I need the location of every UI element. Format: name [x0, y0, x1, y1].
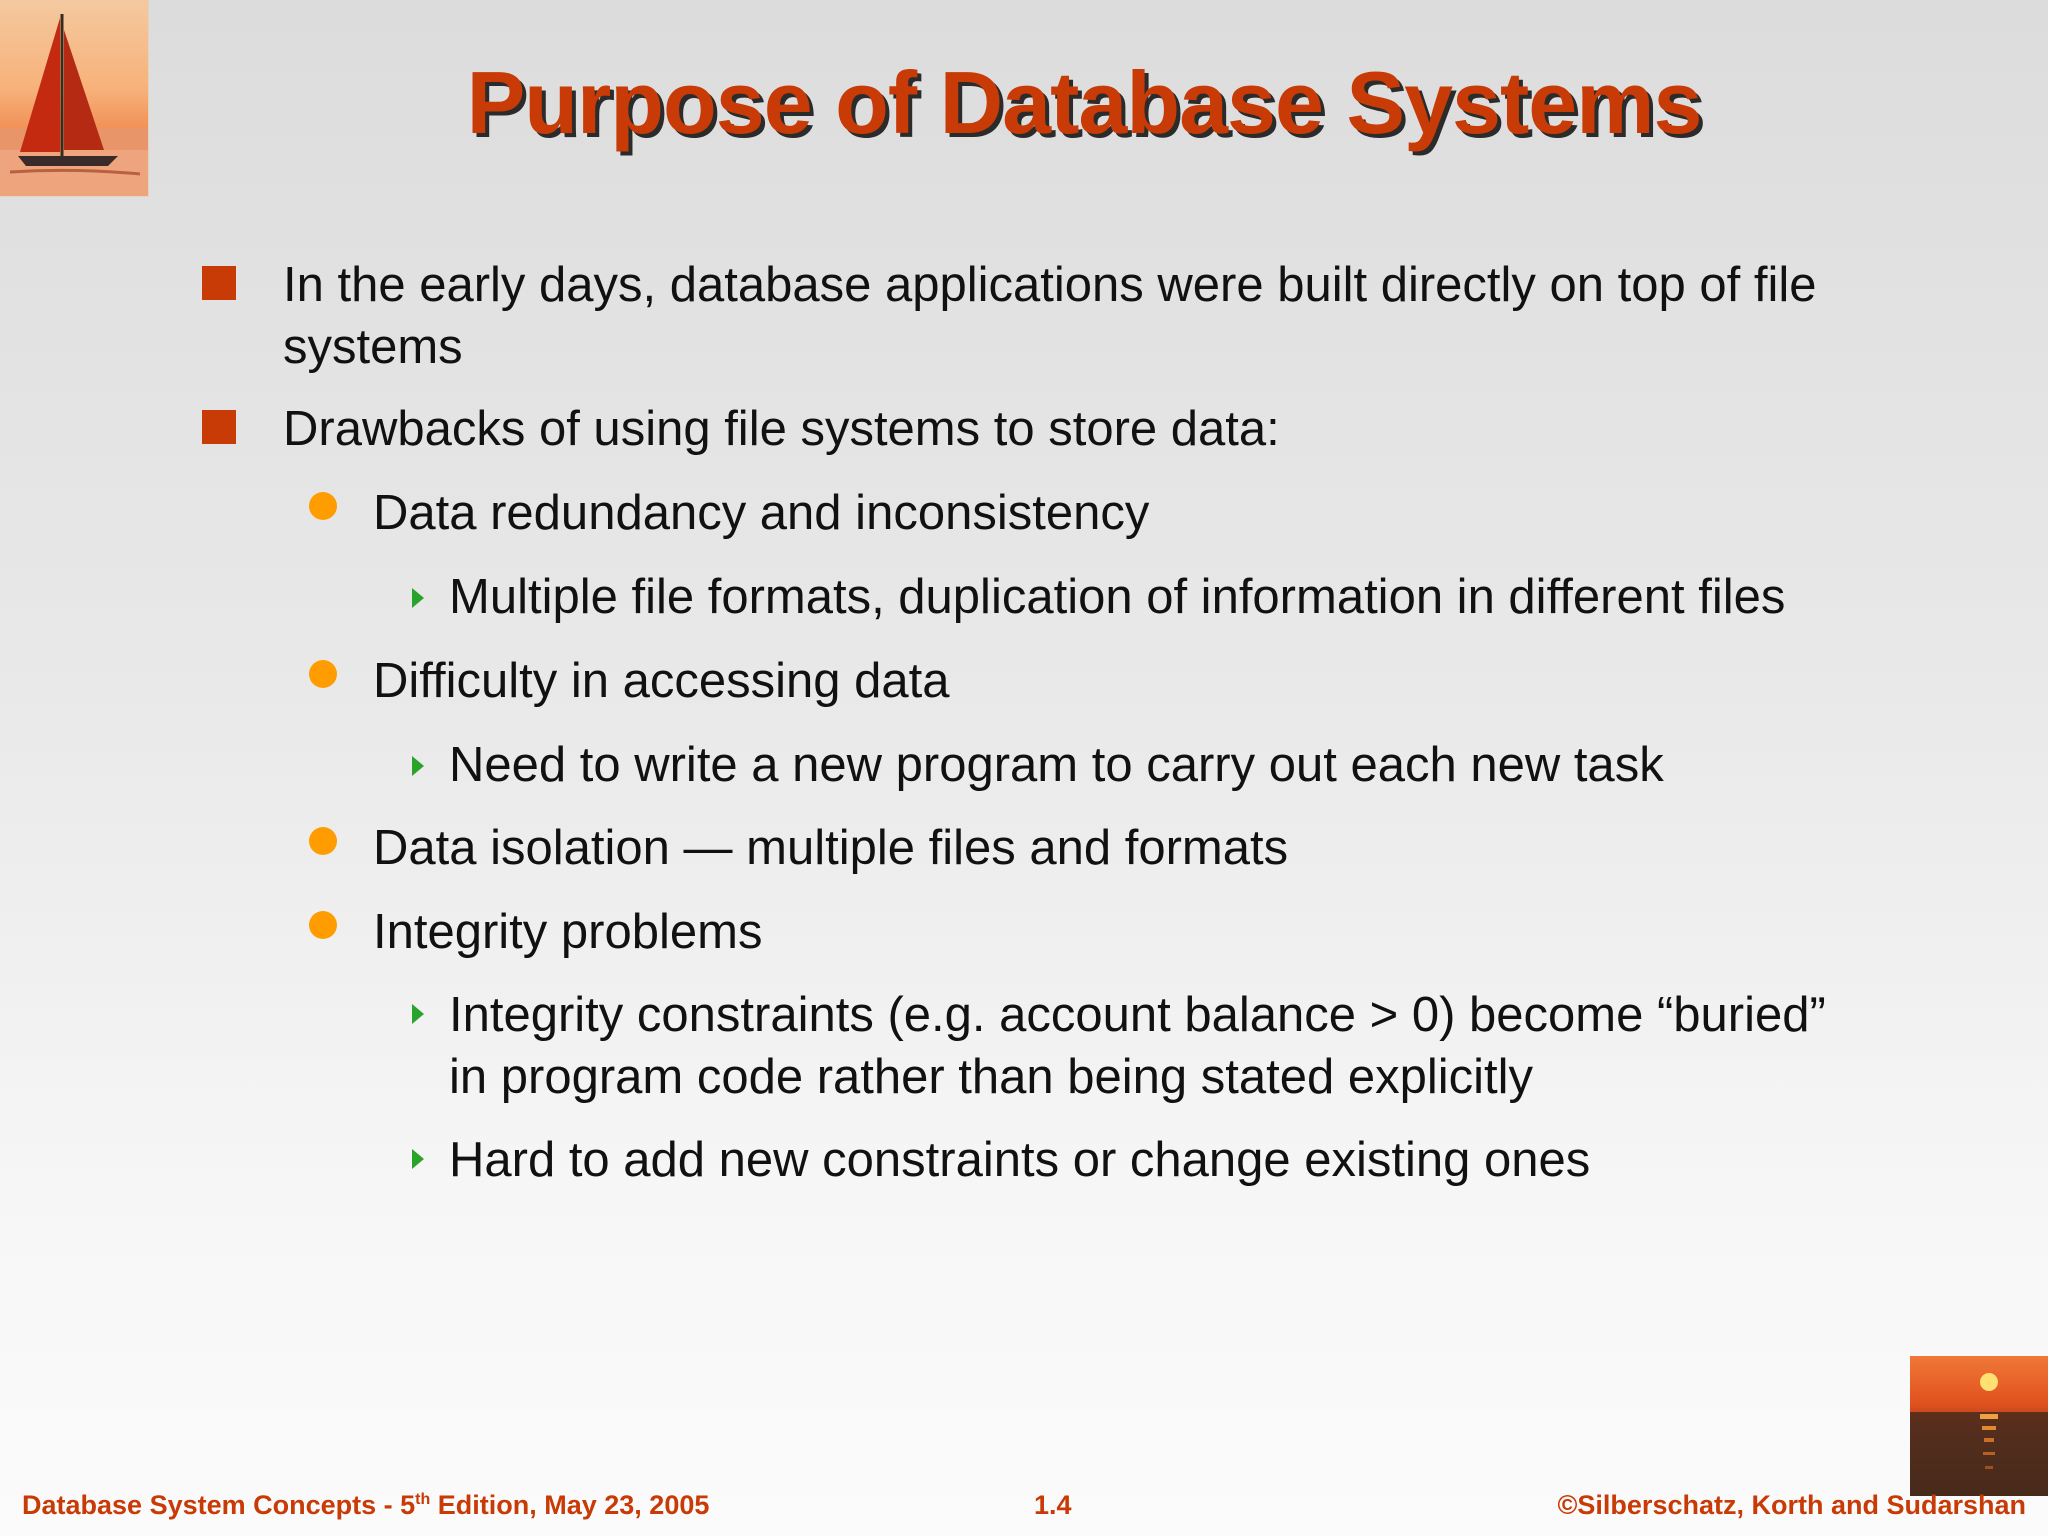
sub-sub-bullet-item: Multiple file formats, duplication of information in different files [449, 570, 1786, 624]
sub-sub-bullet-item: Need to write a new program to carry out each new task [449, 738, 1664, 792]
sub-sub-bullet-item: Integrity constraints (e.g. account balance > 0) become “buried” in program code rather than being stated explicitly [449, 988, 1826, 1104]
square-bullet-icon [202, 410, 236, 444]
square-bullet-icon [202, 266, 236, 300]
circle-bullet-icon [309, 827, 337, 855]
sunset-image [1910, 1356, 2048, 1496]
footer-book-suffix: Edition, May 23, 2005 [430, 1490, 710, 1520]
triangle-bullet-icon [412, 1004, 424, 1024]
circle-bullet-icon [309, 492, 337, 520]
sub-bullet-item: Integrity problems [373, 905, 763, 959]
circle-bullet-icon [309, 660, 337, 688]
bullet-item: In the early days, database applications were built directly on top of file systems [283, 258, 1817, 374]
footer-copyright: ©Silberschatz, Korth and Sudarshan [1557, 1490, 2026, 1520]
circle-bullet-icon [309, 911, 337, 939]
bullet-item: Drawbacks of using file systems to store data: [283, 402, 1280, 456]
triangle-bullet-icon [412, 1149, 424, 1169]
footer-book-prefix: Database System Concepts - 5 [22, 1490, 416, 1520]
triangle-bullet-icon [412, 588, 424, 608]
sub-bullet-item: Data redundancy and inconsistency [373, 486, 1150, 540]
footer-book-superscript: th [415, 1491, 431, 1508]
sub-bullet-item: Data isolation — multiple files and formats [373, 821, 1289, 875]
sunset-logo [1910, 1356, 2048, 1496]
footer-book-info [22, 1490, 709, 1521]
footer-page-number: 1.4 [1034, 1490, 1072, 1520]
triangle-bullet-icon [412, 756, 424, 776]
sub-bullet-item: Difficulty in accessing data [373, 654, 950, 708]
sub-sub-bullet-item: Hard to add new constraints or change existing ones [449, 1133, 1591, 1187]
slide-title: Purpose of Database Systems [466, 53, 1702, 152]
